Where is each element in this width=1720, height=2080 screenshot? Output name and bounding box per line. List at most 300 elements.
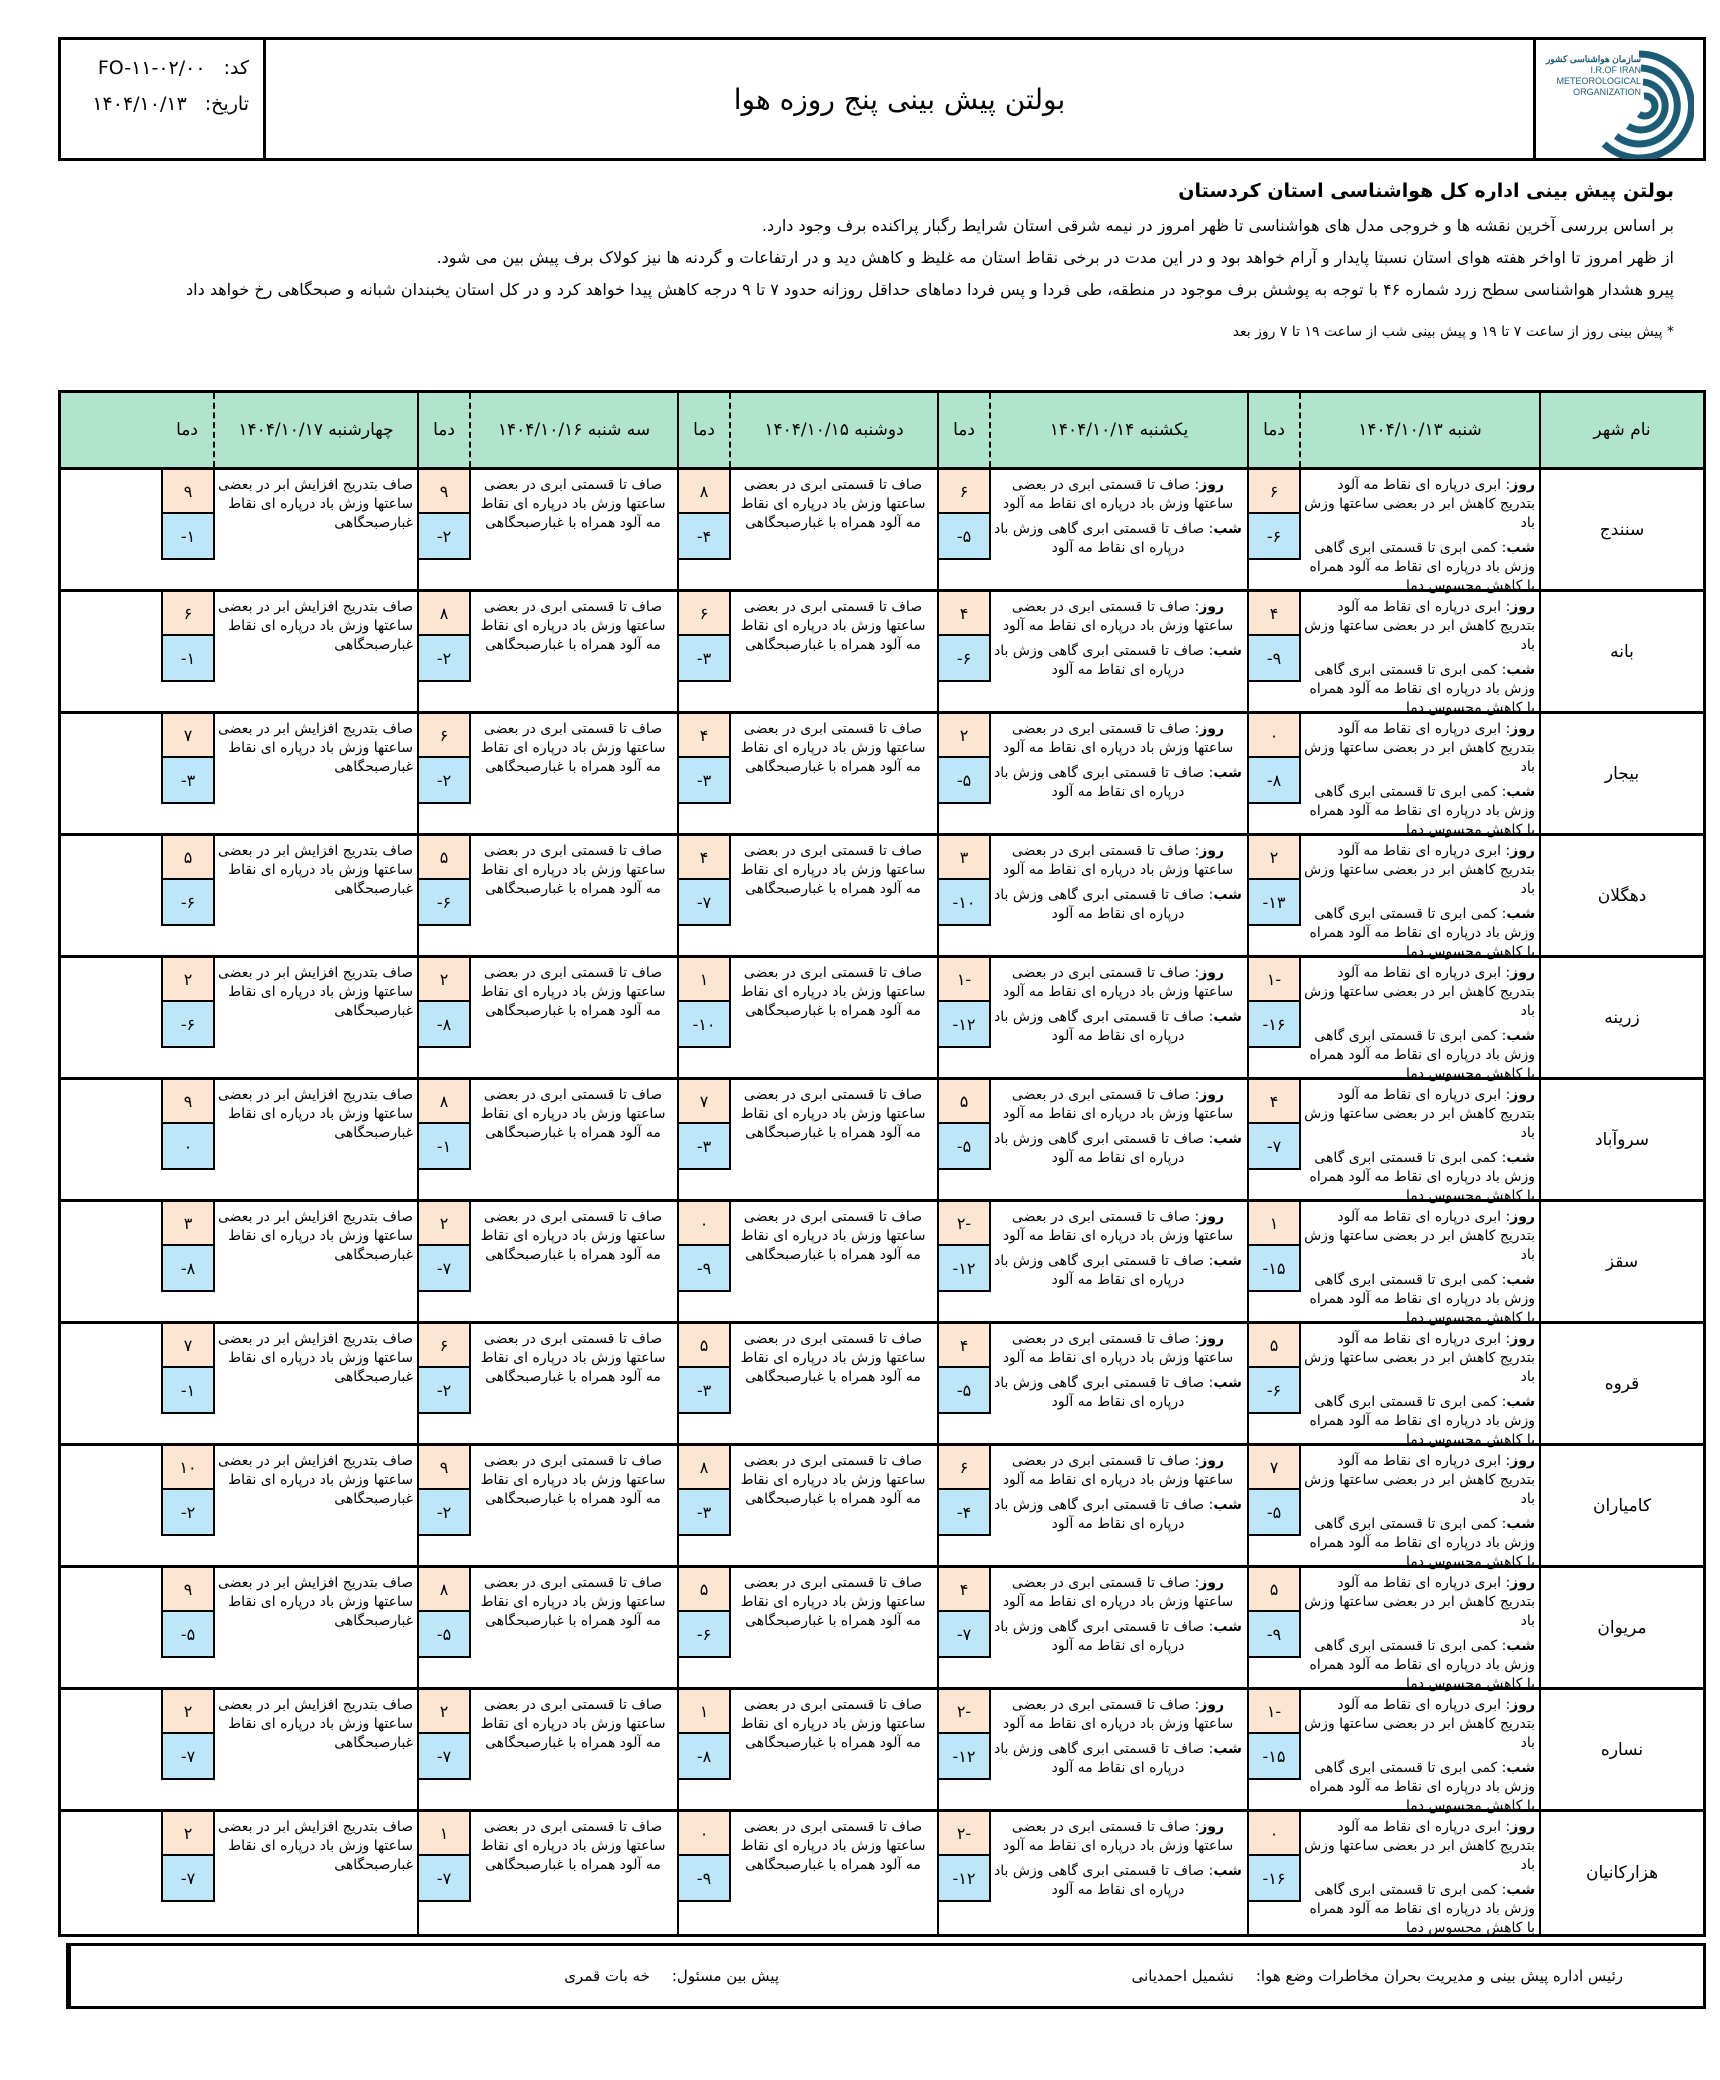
- forecast-description: صاف بتدریج افزایش ابر در بعضی ساعتها وزش باد درپاره ای نقاط غبارصبحگاهی: [218, 1331, 413, 1385]
- forecast-description: روز: ابری درپاره ای نقاط مه آلود بتدریج کاهش ابر در بعضی ساعتها وزش باد شب: کمی ابری تا قسمتی ابری گاهی وزش باد درپاره ای نقاط مه آلود همراه با کاهش محسوس دما: [1304, 1087, 1535, 1204]
- forecast-description: روز: صاف تا قسمتی ابری در بعضی ساعتها وزش باد درپاره ای نقاط مه آلود شب: صاف تا قسمتی ابری گاهی وزش باد درپاره ای نقاط مه آلود: [994, 1819, 1242, 1898]
- max-temp: ۴: [939, 1324, 989, 1368]
- day-label: روز: [1199, 1819, 1225, 1835]
- max-temp: ۷: [163, 1324, 213, 1368]
- min-temp: -۱۲: [939, 1002, 989, 1046]
- min-temp: -۵: [939, 758, 989, 802]
- temp-box: [161, 1690, 215, 1780]
- forecast-description: صاف تا قسمتی ابری در بعضی ساعتها وزش باد درپاره ای نقاط مه آلود همراه با غبارصبحگاهی: [480, 1697, 666, 1751]
- forecast-description: روز: ابری درپاره ای نقاط مه آلود بتدریج کاهش ابر در بعضی ساعتها وزش باد شب: کمی ابری تا قسمتی ابری گاهی وزش باد درپاره ای نقاط مه آلود همراه با کاهش محسوس دما: [1304, 477, 1535, 594]
- day-cell: [937, 836, 1247, 955]
- forecast-description: صاف تا قسمتی ابری در بعضی ساعتها وزش باد درپاره ای نقاط مه آلود همراه با غبارصبحگاهی: [740, 1575, 926, 1629]
- day-label: روز: [1199, 843, 1225, 859]
- max-temp: ۶: [679, 592, 729, 636]
- temp-box: [417, 592, 471, 682]
- temp-box: [161, 1324, 215, 1414]
- temp-box: [161, 470, 215, 560]
- min-temp: -۸: [419, 1002, 469, 1046]
- city-column-header: نام شهر: [1539, 393, 1703, 467]
- day-cell: [417, 958, 677, 1077]
- day-cell: [417, 1446, 677, 1565]
- min-temp: -۶: [939, 636, 989, 680]
- table-row: [61, 1446, 1703, 1568]
- max-temp: ۵: [1249, 1568, 1299, 1612]
- day-cell: [677, 1324, 937, 1443]
- forecast-description: صاف بتدریج افزایش ابر در بعضی ساعتها وزش باد درپاره ای نقاط غبارصبحگاهی: [218, 1819, 413, 1873]
- temp-box: [677, 1568, 731, 1658]
- day-cell: [417, 1324, 677, 1443]
- max-temp: ۹: [419, 470, 469, 514]
- max-temp: ۴: [939, 1568, 989, 1612]
- forecast-description: صاف تا قسمتی ابری در بعضی ساعتها وزش باد درپاره ای نقاط مه آلود همراه با غبارصبحگاهی: [740, 721, 926, 775]
- min-temp: -۹: [1249, 636, 1299, 680]
- table-row: [61, 1202, 1703, 1324]
- min-temp: -۹: [679, 1246, 729, 1290]
- max-temp: ۴: [1249, 592, 1299, 636]
- min-temp: -۱۲: [939, 1856, 989, 1900]
- day-cell: [161, 470, 417, 589]
- day-cell: [677, 958, 937, 1077]
- night-label: شب: [1506, 1394, 1535, 1410]
- temp-column-header: دما: [176, 420, 198, 440]
- min-temp: -۳: [679, 1368, 729, 1412]
- day-cell: [677, 714, 937, 833]
- temp-box: [417, 1812, 471, 1902]
- forecast-description: روز: ابری درپاره ای نقاط مه آلود بتدریج کاهش ابر در بعضی ساعتها وزش باد شب: کمی ابری تا قسمتی ابری گاهی وزش باد درپاره ای نقاط مه آلود همراه با کاهش محسوس دما: [1304, 1331, 1535, 1448]
- min-temp: -۱: [163, 636, 213, 680]
- min-temp: -۱۶: [1249, 1002, 1299, 1046]
- temp-box: [417, 958, 471, 1048]
- day-label: روز: [1199, 1209, 1225, 1225]
- max-temp: ۶: [419, 714, 469, 758]
- min-temp: -۳: [163, 758, 213, 802]
- min-temp: -۴: [679, 514, 729, 558]
- day-cell: [161, 592, 417, 711]
- max-temp: ۸: [419, 592, 469, 636]
- temp-box: [677, 592, 731, 682]
- min-temp: -۲: [419, 636, 469, 680]
- forecast-table: [58, 390, 1706, 1937]
- department-head-cell: [909, 1946, 1703, 2006]
- day-cell: [417, 1080, 677, 1199]
- temp-box: [161, 592, 215, 682]
- min-temp: -۸: [163, 1246, 213, 1290]
- night-label: شب: [1213, 1253, 1242, 1269]
- city-name: زرینه: [1539, 958, 1703, 1077]
- max-temp: ۶: [419, 1324, 469, 1368]
- day-cell: [677, 592, 937, 711]
- min-temp: -۷: [163, 1856, 213, 1900]
- day-cell: [677, 1202, 937, 1321]
- day-cell: [1247, 592, 1539, 716]
- night-label: شب: [1506, 1272, 1535, 1288]
- forecast-description: صاف تا قسمتی ابری در بعضی ساعتها وزش باد درپاره ای نقاط مه آلود همراه با غبارصبحگاهی: [480, 965, 666, 1019]
- max-temp: ۵: [163, 836, 213, 880]
- temp-box: [161, 958, 215, 1048]
- day-label: روز: [1510, 477, 1535, 493]
- max-temp: ۳: [163, 1202, 213, 1246]
- forecast-description: صاف تا قسمتی ابری در بعضی ساعتها وزش باد درپاره ای نقاط مه آلود همراه با غبارصبحگاهی: [740, 477, 926, 531]
- forecast-description: صاف بتدریج افزایش ابر در بعضی ساعتها وزش باد درپاره ای نقاط غبارصبحگاهی: [218, 1087, 413, 1141]
- city-name: سقز: [1539, 1202, 1703, 1321]
- temp-box: [1247, 470, 1301, 560]
- forecast-description: روز: ابری درپاره ای نقاط مه آلود بتدریج کاهش ابر در بعضی ساعتها وزش باد شب: کمی ابری تا قسمتی ابری گاهی وزش باد درپاره ای نقاط مه آلود همراه با کاهش محسوس دما: [1304, 1209, 1535, 1326]
- night-label: شب: [1506, 1882, 1535, 1898]
- temp-box: [937, 958, 991, 1048]
- city-name: دهگلان: [1539, 836, 1703, 955]
- meteorological-organization-logo-icon: [1544, 44, 1694, 159]
- min-temp: -۷: [679, 880, 729, 924]
- night-label: شب: [1213, 887, 1242, 903]
- temp-box: [937, 1568, 991, 1658]
- forecast-description: صاف تا قسمتی ابری در بعضی ساعتها وزش باد درپاره ای نقاط مه آلود همراه با غبارصبحگاهی: [740, 1453, 926, 1507]
- temp-box: [1247, 1324, 1301, 1414]
- min-temp: -۱۰: [939, 880, 989, 924]
- night-label: شب: [1506, 1028, 1535, 1044]
- night-label: شب: [1213, 1009, 1242, 1025]
- city-name: قروه: [1539, 1324, 1703, 1443]
- min-temp: -۵: [939, 1368, 989, 1412]
- night-label: شب: [1213, 521, 1242, 537]
- max-temp: ۶: [1249, 470, 1299, 514]
- city-name: بیجار: [1539, 714, 1703, 833]
- temp-box: [937, 592, 991, 682]
- table-row: [61, 1080, 1703, 1202]
- max-temp: ۶: [939, 1446, 989, 1490]
- code-row: [75, 50, 249, 86]
- temp-box: [1247, 1568, 1301, 1658]
- day-cell: [937, 1812, 1247, 1934]
- day-label: روز: [1510, 1087, 1535, 1103]
- code-label: کد:: [223, 57, 249, 79]
- city-name: بانه: [1539, 592, 1703, 711]
- day-cell: [677, 1080, 937, 1199]
- day-label: دوشنبه ۱۴۰۴/۱۰/۱۵: [729, 393, 937, 467]
- max-temp: ۱: [679, 958, 729, 1002]
- max-temp: -۱: [1249, 958, 1299, 1002]
- forecast-description: صاف بتدریج افزایش ابر در بعضی ساعتها وزش باد درپاره ای نقاط غبارصبحگاهی: [218, 965, 413, 1019]
- max-temp: ۲: [163, 1812, 213, 1856]
- night-label: شب: [1213, 1741, 1242, 1757]
- min-temp: -۶: [419, 880, 469, 924]
- max-temp: ۰: [1249, 1812, 1299, 1856]
- day-cell: [1247, 470, 1539, 594]
- night-label: شب: [1213, 643, 1242, 659]
- min-temp: -۱۶: [1249, 1856, 1299, 1900]
- forecast-description: روز: صاف تا قسمتی ابری در بعضی ساعتها وزش باد درپاره ای نقاط مه آلود شب: صاف تا قسمتی ابری گاهی وزش باد درپاره ای نقاط مه آلود: [994, 1209, 1242, 1288]
- forecast-description: روز: ابری درپاره ای نقاط مه آلود بتدریج کاهش ابر در بعضی ساعتها وزش باد شب: کمی ابری تا قسمتی ابری گاهی وزش باد درپاره ای نقاط مه آلود همراه با کاهش محسوس دما: [1304, 599, 1535, 716]
- max-temp: ۱: [1249, 1202, 1299, 1246]
- forecast-description: صاف تا قسمتی ابری در بعضی ساعتها وزش باد درپاره ای نقاط مه آلود همراه با غبارصبحگاهی: [740, 1819, 926, 1873]
- day-cell: [417, 1690, 677, 1809]
- forecast-description: صاف بتدریج افزایش ابر در بعضی ساعتها وزش باد درپاره ای نقاط غبارصبحگاهی: [218, 1209, 413, 1263]
- temp-box: [161, 1080, 215, 1170]
- night-label: شب: [1213, 1863, 1242, 1879]
- forecast-description: صاف بتدریج افزایش ابر در بعضی ساعتها وزش باد درپاره ای نقاط غبارصبحگاهی: [218, 1697, 413, 1751]
- min-temp: -۱۲: [939, 1246, 989, 1290]
- max-temp: ۹: [163, 1080, 213, 1124]
- code-value: FO-۱۱-۰۲/۰۰: [97, 57, 206, 79]
- forecast-description: روز: صاف تا قسمتی ابری در بعضی ساعتها وزش باد درپاره ای نقاط مه آلود شب: صاف تا قسمتی ابری گاهی وزش باد درپاره ای نقاط مه آلود: [994, 1575, 1242, 1654]
- min-temp: -۳: [679, 758, 729, 802]
- temp-box: [417, 470, 471, 560]
- night-label: شب: [1506, 906, 1535, 922]
- max-temp: ۰: [679, 1812, 729, 1856]
- forecast-description: روز: ابری درپاره ای نقاط مه آلود بتدریج کاهش ابر در بعضی ساعتها وزش باد شب: کمی ابری تا قسمتی ابری گاهی وزش باد درپاره ای نقاط مه آلود همراه با کاهش محسوس دما: [1304, 843, 1535, 960]
- forecast-description: صاف بتدریج افزایش ابر در بعضی ساعتها وزش باد درپاره ای نقاط غبارصبحگاهی: [218, 1453, 413, 1507]
- day-cell: [417, 592, 677, 711]
- max-temp: ۶: [939, 470, 989, 514]
- min-temp: -۱: [419, 1124, 469, 1168]
- logo-cell: [1533, 40, 1703, 158]
- forecast-description: صاف بتدریج افزایش ابر در بعضی ساعتها وزش باد درپاره ای نقاط غبارصبحگاهی: [218, 477, 413, 531]
- day-cell: [677, 1690, 937, 1809]
- day-cell: [161, 1202, 417, 1321]
- day-label: روز: [1510, 1575, 1535, 1591]
- forecast-description: صاف تا قسمتی ابری در بعضی ساعتها وزش باد درپاره ای نقاط مه آلود همراه با غبارصبحگاهی: [740, 1697, 926, 1751]
- max-temp: -۲: [939, 1812, 989, 1856]
- night-label: شب: [1506, 1516, 1535, 1532]
- min-temp: -۵: [163, 1612, 213, 1656]
- max-temp: ۵: [679, 1568, 729, 1612]
- forecast-description: صاف تا قسمتی ابری در بعضی ساعتها وزش باد درپاره ای نقاط مه آلود همراه با غبارصبحگاهی: [480, 1209, 666, 1263]
- day-column-header: [161, 393, 417, 467]
- max-temp: ۶: [163, 592, 213, 636]
- temp-box: [677, 958, 731, 1048]
- max-temp: ۵: [419, 836, 469, 880]
- day-label: روز: [1199, 1697, 1225, 1713]
- min-temp: ۰: [163, 1124, 213, 1168]
- min-temp: -۷: [939, 1612, 989, 1656]
- max-temp: ۴: [939, 592, 989, 636]
- day-label: سه شنبه ۱۴۰۴/۱۰/۱۶: [469, 393, 677, 467]
- day-cell: [677, 1812, 937, 1934]
- day-label: روز: [1510, 1209, 1535, 1225]
- day-column-header: [677, 393, 937, 467]
- night-label: شب: [1213, 1375, 1242, 1391]
- min-temp: -۲: [419, 1368, 469, 1412]
- temp-box: [417, 836, 471, 926]
- intro-paragraph: پیرو هشدار هواشناسی سطح زرد شماره ۴۶ با توجه به پوشش برف موجود در منطقه، طی فردا و پس فردا دماهای حداقل روزانه حدود ۷ تا ۹ درجه کاهش پیدا خواهد کرد و در کل استان یخبندان شبانه و صبحگاهی رخ خواهد داد: [186, 280, 1674, 299]
- max-temp: ۴: [1249, 1080, 1299, 1124]
- day-label: روز: [1510, 1819, 1535, 1835]
- night-label: شب: [1213, 765, 1242, 781]
- max-temp: ۲: [419, 1202, 469, 1246]
- night-label: شب: [1506, 1760, 1535, 1776]
- forecaster-name: خه بات قمری: [564, 1967, 650, 1985]
- min-temp: -۱۵: [1249, 1246, 1299, 1290]
- day-cell: [417, 1202, 677, 1321]
- forecaster-cell: [69, 1946, 909, 2006]
- city-name: کامیاران: [1539, 1446, 1703, 1565]
- max-temp: -۱: [939, 958, 989, 1002]
- temp-box: [937, 836, 991, 926]
- city-name: سنندج: [1539, 470, 1703, 589]
- day-label: روز: [1510, 843, 1535, 859]
- day-column-header: [937, 393, 1247, 467]
- max-temp: ۲: [1249, 836, 1299, 880]
- temp-box: [937, 1324, 991, 1414]
- max-temp: ۸: [419, 1568, 469, 1612]
- forecast-description: صاف تا قسمتی ابری در بعضی ساعتها وزش باد درپاره ای نقاط مه آلود همراه با غبارصبحگاهی: [480, 599, 666, 653]
- forecast-description: صاف تا قسمتی ابری در بعضی ساعتها وزش باد درپاره ای نقاط مه آلود همراه با غبارصبحگاهی: [480, 1331, 666, 1385]
- forecast-description: روز: صاف تا قسمتی ابری در بعضی ساعتها وزش باد درپاره ای نقاط مه آلود شب: صاف تا قسمتی ابری گاهی وزش باد درپاره ای نقاط مه آلود: [994, 965, 1242, 1044]
- max-temp: ۲: [419, 1690, 469, 1734]
- intro-paragraph: بر اساس بررسی آخرین نقشه ها و خروجی مدل های هواشناسی تا ظهر امروز در نیمه شرقی استان شرایط رگبار پراکنده برف وجود دارد.: [761, 216, 1674, 235]
- temp-box: [937, 1446, 991, 1536]
- min-temp: -۴: [939, 1490, 989, 1534]
- min-temp: -۲: [163, 1490, 213, 1534]
- temp-box: [417, 1324, 471, 1414]
- forecast-description: روز: ابری درپاره ای نقاط مه آلود بتدریج کاهش ابر در بعضی ساعتها وزش باد شب: کمی ابری تا قسمتی ابری گاهی وزش باد درپاره ای نقاط مه آلود همراه با کاهش محسوس دما: [1304, 721, 1535, 838]
- signature-footer: [66, 1943, 1706, 2009]
- forecast-description: صاف بتدریج افزایش ابر در بعضی ساعتها وزش باد درپاره ای نقاط غبارصبحگاهی: [218, 599, 413, 653]
- day-cell: [1247, 1812, 1539, 1934]
- day-cell: [937, 958, 1247, 1077]
- night-label: شب: [1506, 1150, 1535, 1166]
- min-temp: -۵: [419, 1612, 469, 1656]
- day-cell: [937, 470, 1247, 589]
- day-cell: [417, 836, 677, 955]
- temp-box: [677, 1324, 731, 1414]
- min-temp: -۱۰: [679, 1002, 729, 1046]
- forecast-description: صاف تا قسمتی ابری در بعضی ساعتها وزش باد درپاره ای نقاط مه آلود همراه با غبارصبحگاهی: [480, 843, 666, 897]
- day-column-header: [1247, 393, 1539, 467]
- day-cell: [417, 470, 677, 589]
- day-label: روز: [1199, 1453, 1225, 1469]
- table-row: [61, 592, 1703, 714]
- temp-box: [1247, 1446, 1301, 1536]
- forecast-description: صاف تا قسمتی ابری در بعضی ساعتها وزش باد درپاره ای نقاط مه آلود همراه با غبارصبحگاهی: [480, 1087, 666, 1141]
- forecast-time-note: * پیش بینی روز از ساعت ۷ تا ۱۹ و پیش بینی شب از ساعت ۱۹ تا ۷ روز بعد: [1232, 324, 1674, 340]
- day-cell: [1247, 958, 1539, 1082]
- day-cell: [1247, 836, 1539, 960]
- temp-box: [677, 470, 731, 560]
- max-temp: ۵: [939, 1080, 989, 1124]
- day-label: روز: [1510, 599, 1535, 615]
- table-row: [61, 1812, 1703, 1934]
- min-temp: -۶: [163, 1002, 213, 1046]
- min-temp: -۶: [679, 1612, 729, 1656]
- intro-heading: بولتن پیش بینی اداره کل هواشناسی استان کردستان: [1178, 180, 1674, 202]
- night-label: شب: [1506, 784, 1535, 800]
- day-label: روز: [1510, 1331, 1535, 1347]
- max-temp: ۱۰: [163, 1446, 213, 1490]
- day-cell: [677, 470, 937, 589]
- min-temp: -۲: [419, 758, 469, 802]
- day-label: یکشنبه ۱۴۰۴/۱۰/۱۴: [989, 393, 1247, 467]
- forecast-description: روز: صاف تا قسمتی ابری در بعضی ساعتها وزش باد درپاره ای نقاط مه آلود شب: صاف تا قسمتی ابری گاهی وزش باد درپاره ای نقاط مه آلود: [994, 1331, 1242, 1410]
- day-cell: [1247, 714, 1539, 838]
- max-temp: ۲: [939, 714, 989, 758]
- temp-box: [417, 1202, 471, 1292]
- forecast-description: روز: صاف تا قسمتی ابری در بعضی ساعتها وزش باد درپاره ای نقاط مه آلود شب: صاف تا قسمتی ابری گاهی وزش باد درپاره ای نقاط مه آلود: [994, 721, 1242, 800]
- table-row: [61, 1568, 1703, 1690]
- max-temp: ۷: [1249, 1446, 1299, 1490]
- temp-box: [161, 714, 215, 804]
- min-temp: -۱: [163, 1368, 213, 1412]
- day-cell: [161, 836, 417, 955]
- day-cell: [937, 1202, 1247, 1321]
- max-temp: ۰: [679, 1202, 729, 1246]
- temp-box: [677, 1202, 731, 1292]
- bulletin-title: بولتن پیش بینی پنج روزه هوا: [733, 82, 1066, 116]
- temp-box: [417, 1080, 471, 1170]
- forecast-description: روز: صاف تا قسمتی ابری در بعضی ساعتها وزش باد درپاره ای نقاط مه آلود شب: صاف تا قسمتی ابری گاهی وزش باد درپاره ای نقاط مه آلود: [994, 477, 1242, 556]
- forecast-description: روز: صاف تا قسمتی ابری در بعضی ساعتها وزش باد درپاره ای نقاط مه آلود شب: صاف تا قسمتی ابری گاهی وزش باد درپاره ای نقاط مه آلود: [994, 1697, 1242, 1776]
- max-temp: ۱: [419, 1812, 469, 1856]
- min-temp: -۱۳: [1249, 880, 1299, 924]
- temp-box: [417, 1690, 471, 1780]
- forecast-description: صاف تا قسمتی ابری در بعضی ساعتها وزش باد درپاره ای نقاط مه آلود همراه با غبارصبحگاهی: [480, 1819, 666, 1873]
- night-label: شب: [1506, 1638, 1535, 1654]
- forecast-description: روز: ابری درپاره ای نقاط مه آلود بتدریج کاهش ابر در بعضی ساعتها وزش باد شب: کمی ابری تا قسمتی ابری گاهی وزش باد درپاره ای نقاط مه آلود همراه با کاهش محسوس دما: [1304, 1697, 1535, 1814]
- bulletin-header: [58, 37, 1706, 161]
- temp-box: [1247, 592, 1301, 682]
- table-row: [61, 1324, 1703, 1446]
- min-temp: -۷: [419, 1734, 469, 1778]
- day-label: روز: [1510, 1697, 1535, 1713]
- min-temp: -۸: [679, 1734, 729, 1778]
- max-temp: ۹: [419, 1446, 469, 1490]
- day-cell: [1247, 1080, 1539, 1204]
- day-cell: [937, 714, 1247, 833]
- max-temp: -۲: [939, 1202, 989, 1246]
- day-cell: [417, 1568, 677, 1687]
- max-temp: ۲: [419, 958, 469, 1002]
- temp-box: [417, 1446, 471, 1536]
- forecast-description: روز: ابری درپاره ای نقاط مه آلود بتدریج کاهش ابر در بعضی ساعتها وزش باد شب: کمی ابری تا قسمتی ابری گاهی وزش باد درپاره ای نقاط مه آلود همراه با کاهش محسوس دما: [1304, 965, 1535, 1082]
- temp-box: [677, 836, 731, 926]
- temp-box: [161, 1446, 215, 1536]
- day-cell: [937, 1690, 1247, 1809]
- temp-box: [161, 1812, 215, 1902]
- day-cell: [161, 1324, 417, 1443]
- day-label: روز: [1199, 721, 1225, 737]
- min-temp: -۷: [419, 1246, 469, 1290]
- min-temp: -۲: [419, 514, 469, 558]
- night-label: شب: [1213, 1497, 1242, 1513]
- forecast-description: صاف تا قسمتی ابری در بعضی ساعتها وزش باد درپاره ای نقاط مه آلود همراه با غبارصبحگاهی: [740, 1209, 926, 1263]
- min-temp: -۹: [679, 1856, 729, 1900]
- forecast-description: صاف بتدریج افزایش ابر در بعضی ساعتها وزش باد درپاره ای نقاط غبارصبحگاهی: [218, 1575, 413, 1629]
- min-temp: -۱: [163, 514, 213, 558]
- max-temp: ۸: [679, 1446, 729, 1490]
- forecast-description: صاف بتدریج افزایش ابر در بعضی ساعتها وزش باد درپاره ای نقاط غبارصبحگاهی: [218, 843, 413, 897]
- department-head-name: نشمیل احمدیانی: [1131, 1967, 1234, 1985]
- temp-column-header: دما: [1247, 393, 1299, 467]
- table-row: [61, 470, 1703, 592]
- min-temp: -۵: [939, 514, 989, 558]
- max-temp: ۹: [163, 470, 213, 514]
- temp-box: [1247, 1202, 1301, 1292]
- forecast-description: صاف تا قسمتی ابری در بعضی ساعتها وزش باد درپاره ای نقاط مه آلود همراه با غبارصبحگاهی: [480, 721, 666, 775]
- temp-box: [161, 1568, 215, 1658]
- forecast-description: صاف تا قسمتی ابری در بعضی ساعتها وزش باد درپاره ای نقاط مه آلود همراه با غبارصبحگاهی: [740, 1087, 926, 1141]
- temp-box: [1247, 714, 1301, 804]
- day-cell: [161, 1568, 417, 1687]
- temp-box: [1247, 1690, 1301, 1780]
- max-temp: ۱: [679, 1690, 729, 1734]
- department-head-label: رئیس اداره پیش بینی و مدیریت بحران مخاطرات وضع هوا:: [1255, 1967, 1623, 1985]
- temp-column-header: دما: [677, 393, 729, 467]
- min-temp: -۵: [939, 1124, 989, 1168]
- temp-box: [937, 714, 991, 804]
- temp-box: [937, 1080, 991, 1170]
- table-row: [61, 714, 1703, 836]
- temp-box: [1247, 1080, 1301, 1170]
- table-row: [61, 836, 1703, 958]
